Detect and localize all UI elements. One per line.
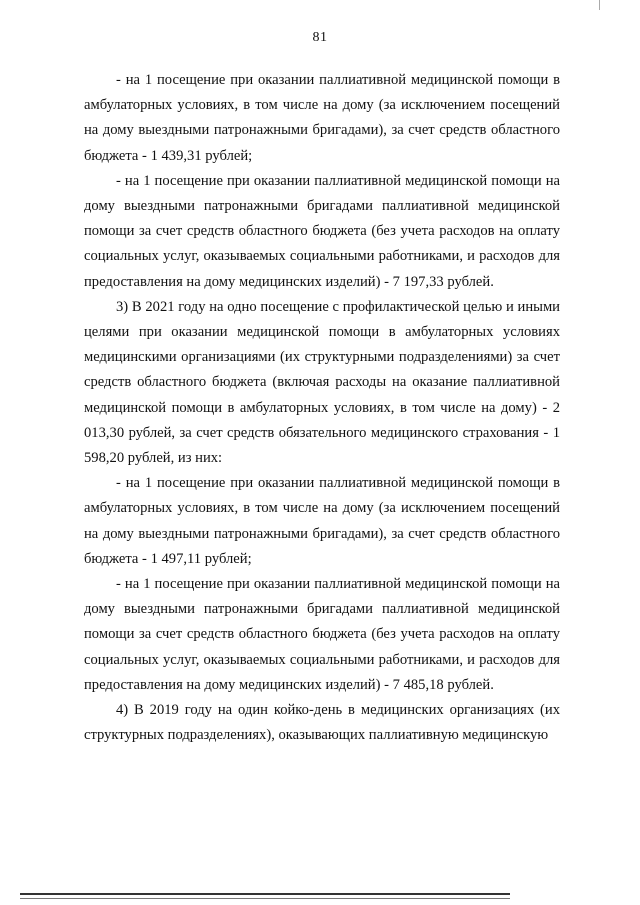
paragraph-item-3-2021: 3) В 2021 году на одно посещение с профилактической целью и иными целями при оказании медицинской помощи в амбулаторных условиях медицинскими организациями (их структурными подразделениями) за счет средств областного бюджета (включая расходы на оказание паллиативной медицинской помощи в амбулаторных условиях, в том числе на дому) - 2 013,30 рублей, за счет средств обязательного медицинского страхования - 1 598,20 рублей, из них: (84, 298, 560, 467)
paragraph-bullet-palliative-ambulatory-2021: - на 1 посещение при оказании паллиативной медицинской помощи в амбулаторных условиях, в том числе на дому (за исключением посещений на дому выездными патронажными бригадами), за счет средств областного бюджета - 1 497,11 рублей; (84, 475, 560, 567)
document-body (84, 68, 560, 748)
page-number: 81 (312, 30, 328, 45)
paragraph-bullet-palliative-home-2021: - на 1 посещение при оказании паллиативной медицинской помощи на дому выездными патронажными бригадами паллиативной медицинской помощи за счет средств областного бюджета (без учета расходов на оплату социальных услуг, оказываемых социальными работниками, и расходов для предоставления на дому медицинских изделий) - 7 485,18 рублей. (84, 576, 560, 693)
paragraph-bullet-palliative-home-2020: - на 1 посещение при оказании паллиативной медицинской помощи на дому выездными патронажными бригадами паллиативной медицинской помощи за счет средств областного бюджета (без учета расходов на оплату социальных услуг, оказываемых социальными работниками, и расходов для предоставления на дому медицинских изделий) - 7 197,33 рублей. (84, 172, 560, 290)
scan-mark (599, 0, 600, 10)
paragraph-item-4-2019: 4) В 2019 году на один койко-день в медицинских организациях (их структурных подразделениях), оказывающих паллиативную медицинскую (84, 702, 560, 744)
paragraph-bullet-palliative-ambulatory-2020: - на 1 посещение при оказании паллиативной медицинской помощи в амбулаторных условиях, в том числе на дому (за исключением посещений на дому выездными патронажными бригадами), за счет средств областного бюджета - 1 439,31 рублей; (84, 72, 560, 164)
bottom-divider (20, 893, 510, 895)
bottom-divider-thin (20, 898, 510, 899)
